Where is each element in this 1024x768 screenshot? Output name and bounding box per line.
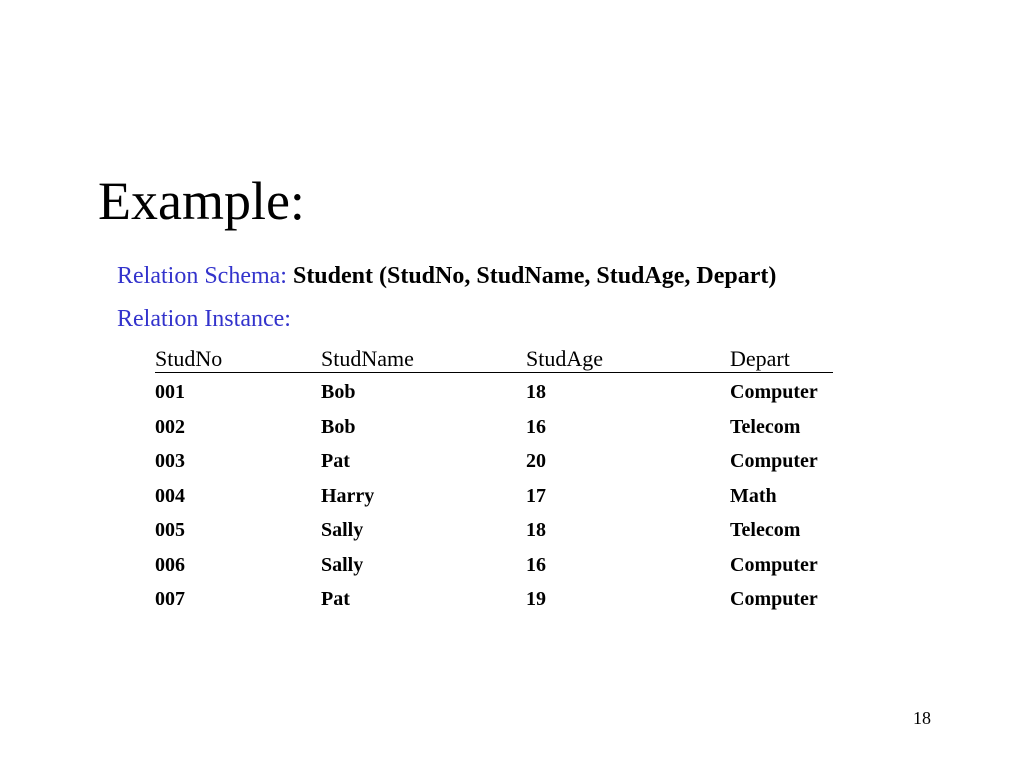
table-cell-studage: 18: [526, 519, 546, 541]
relation-schema-label: Relation Schema:: [117, 263, 287, 289]
table-cell-studage: 17: [526, 484, 546, 507]
table-header-studname: StudName: [321, 346, 414, 371]
table-cell-studno: 005: [155, 519, 185, 541]
table-header-row: [155, 347, 833, 373]
table-row: [155, 554, 833, 589]
table-cell-studname: Bob: [321, 381, 356, 403]
relation-schema-line: [117, 264, 776, 288]
table-cell-studname: Harry: [321, 484, 375, 507]
relation-instance-line: [117, 307, 291, 331]
table-cell-studage: 19: [526, 588, 546, 610]
table-header-studage: StudAge: [526, 346, 603, 371]
table-cell-studno: 003: [155, 450, 185, 472]
table-body: [155, 373, 833, 623]
table-row: [155, 519, 833, 554]
table-cell-studage: 18: [526, 381, 546, 403]
table-cell-studname: Sally: [321, 553, 364, 576]
table-cell-studno: 002: [155, 415, 185, 438]
table-cell-depart: Computer: [730, 381, 818, 403]
table-cell-studno: 007: [155, 588, 185, 610]
page-number: 18: [913, 708, 931, 728]
table-cell-studage: 16: [526, 553, 546, 576]
table-row: [155, 588, 833, 623]
table-cell-studage: 16: [526, 415, 546, 438]
relation-instance-label: Relation Instance:: [117, 306, 291, 332]
slide-title: Example:: [98, 171, 305, 232]
table-cell-studname: Pat: [321, 450, 350, 472]
table-row: [155, 450, 833, 485]
table-cell-depart: Computer: [730, 450, 818, 472]
table-cell-studno: 001: [155, 381, 185, 403]
table-cell-depart: Telecom: [730, 415, 801, 438]
table-cell-studage: 20: [526, 450, 546, 472]
table-row: [155, 485, 833, 520]
table-header-depart: Depart: [730, 346, 790, 371]
table-row: [155, 416, 833, 451]
table-row: [155, 381, 833, 416]
relation-schema-text: Student (StudNo, StudName, StudAge, Depart): [292, 263, 777, 289]
table-cell-studname: Sally: [321, 519, 364, 541]
relation-instance-table: [155, 347, 833, 623]
table-cell-studname: Bob: [321, 415, 356, 438]
table-cell-studname: Pat: [321, 588, 350, 610]
table-cell-depart: Math: [730, 484, 777, 507]
table-header-studno: StudNo: [155, 346, 223, 371]
table-cell-studno: 004: [155, 484, 185, 507]
table-cell-studno: 006: [155, 553, 185, 576]
table-cell-depart: Computer: [730, 588, 818, 610]
table-cell-depart: Computer: [730, 553, 818, 576]
table-cell-depart: Telecom: [730, 519, 801, 541]
